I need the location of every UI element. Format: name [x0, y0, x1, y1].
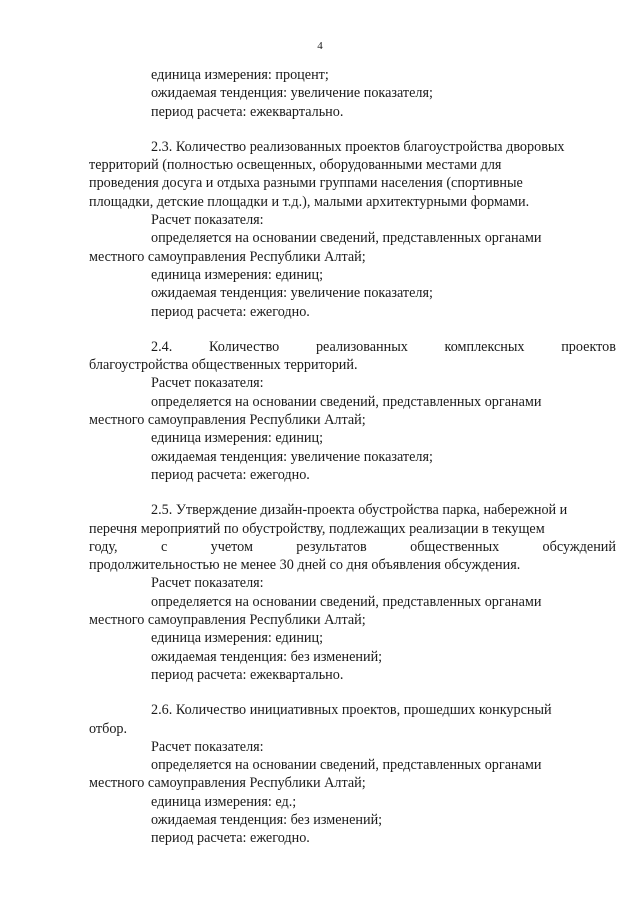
trend-line: ожидаемая тенденция: без изменений;	[151, 811, 383, 828]
section-2-3	[89, 138, 616, 321]
title-word: Количество	[208, 338, 280, 355]
unit-line: единица измерения: ед.;	[151, 793, 297, 810]
section-title-line: территорий (полностью освещенных, оборудованными местами для	[89, 157, 502, 174]
period-line: период расчета: ежеквартально.	[151, 666, 344, 683]
section-2-5	[89, 501, 616, 684]
title-word: 2.4.	[151, 338, 173, 355]
section-title-line: благоустройства общественных территорий.	[89, 357, 358, 374]
section-title-line	[89, 138, 616, 156]
intro-block	[89, 66, 616, 121]
calc-line: местного самоуправления Республики Алтай;	[89, 775, 366, 792]
calc-line: местного самоуправления Республики Алтай;	[89, 612, 366, 629]
calc-line: определяется на основании сведений, представленных органами	[151, 757, 542, 774]
section-title-line: площадки, детские площадки и т.д.), малыми архитектурными формами.	[89, 193, 530, 210]
unit-line: единица измерения: процент;	[151, 67, 329, 83]
period-line: период расчета: ежегодно.	[151, 830, 310, 847]
page-number: 4	[317, 40, 323, 52]
section-title-line: проведения досуга и отдыха разными группами населения (спортивные	[89, 175, 523, 192]
calc-label: Расчет показателя:	[151, 738, 264, 755]
section-2-6	[89, 701, 616, 847]
calc-label: Расчет показателя:	[151, 575, 264, 592]
trend-line: ожидаемая тенденция: увеличение показателя;	[151, 85, 433, 102]
calc-line: определяется на основании сведений, представленных органами	[151, 593, 542, 610]
section-2-4	[89, 338, 616, 484]
title-word: общественных	[410, 538, 500, 555]
section-title-line: перечня мероприятий по обустройству, подлежащих реализации в текущем	[89, 520, 545, 537]
title-word: комплексных	[444, 338, 525, 355]
trend-line: ожидаемая тенденция: увеличение показателя;	[151, 448, 433, 465]
calc-label: Расчет показателя:	[151, 212, 264, 229]
title-word: учетом	[210, 538, 253, 555]
unit-line: единица измерения: единиц;	[151, 266, 324, 283]
calc-line: определяется на основании сведений, представленных органами	[151, 393, 542, 410]
title-word: обсуждений	[542, 538, 616, 555]
section-title-line: отбор.	[89, 720, 128, 737]
period-line: период расчета: ежегодно.	[151, 466, 310, 483]
title-word: проектов	[561, 338, 616, 355]
calc-line: определяется на основании сведений, представленных органами	[151, 230, 542, 247]
trend-line: ожидаемая тенденция: без изменений;	[151, 648, 383, 665]
section-title-line	[89, 538, 616, 556]
document-body	[89, 66, 616, 848]
section-title-line: продолжительностью не менее 30 дней со дня объявления обсуждения.	[89, 557, 521, 574]
section-title-line: 2.6. Количество инициативных проектов, прошедших конкурсный	[151, 702, 552, 719]
calc-line: местного самоуправления Республики Алтай;	[89, 248, 366, 265]
text-segment: 2.3. Количество реализованных проектов благоустройства дворовых	[151, 138, 565, 155]
title-word: году,	[89, 538, 118, 555]
section-title-line	[89, 338, 616, 356]
unit-line: единица измерения: единиц;	[151, 630, 324, 647]
title-word: результатов	[296, 538, 367, 555]
unit-line: единица измерения: единиц;	[151, 430, 324, 447]
title-word: с	[160, 538, 168, 555]
calc-line: местного самоуправления Республики Алтай;	[89, 412, 366, 429]
title-word: реализованных	[315, 338, 408, 355]
trend-line: ожидаемая тенденция: увеличение показателя;	[151, 285, 433, 302]
period-line: период расчета: ежегодно.	[151, 303, 310, 320]
calc-label: Расчет показателя:	[151, 375, 264, 392]
section-title-line: 2.5. Утверждение дизайн-проекта обустройства парка, набережной и	[151, 502, 568, 519]
period-line: период расчета: ежеквартально.	[151, 103, 344, 120]
